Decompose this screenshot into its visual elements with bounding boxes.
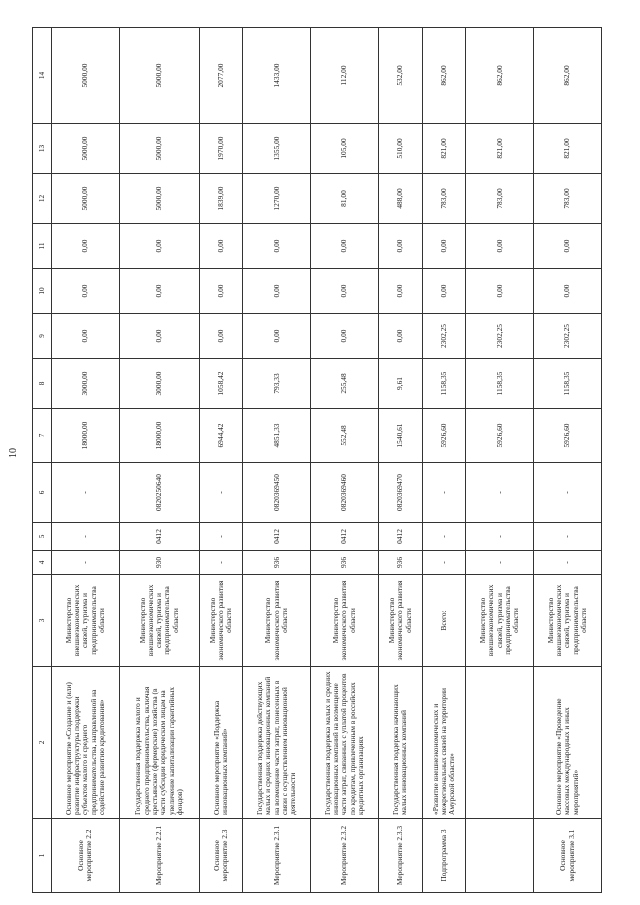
table-cell: 0,00 [243, 269, 311, 314]
table-cell [466, 667, 534, 819]
table-cell: Подпрограмма 3 [422, 819, 466, 893]
table-cell: 936 [243, 551, 311, 575]
table-cell: 0820369470 [379, 463, 423, 523]
table-cell: 18000,00 [119, 409, 199, 463]
table-cell: 5000,00 [52, 28, 120, 124]
table-cell: 4851,33 [243, 409, 311, 463]
column-header: 9 [33, 314, 52, 359]
column-header: 13 [33, 124, 52, 174]
table-cell: 0,00 [52, 269, 120, 314]
table-cell: 0,00 [243, 314, 311, 359]
header-row [33, 28, 52, 893]
table-cell: 1433,00 [243, 28, 311, 124]
table-cell: 5000,00 [52, 124, 120, 174]
table-cell: 1158,35 [466, 359, 534, 409]
table-row [379, 28, 423, 893]
table-cell: 0,00 [52, 314, 120, 359]
table-cell: 0,00 [379, 314, 423, 359]
table-cell: Государственная поддержка малого и среднего предпринимательства, включая крестьянские (фермерские) хозяйства (в части субсидии юридическим лицам на увеличение капитализации гарантийных фондов) [119, 667, 199, 819]
column-header: 6 [33, 463, 52, 523]
table-cell: 552,48 [311, 409, 379, 463]
table-cell: 488,00 [379, 174, 423, 224]
column-header: 1 [33, 819, 52, 893]
table-cell: 0412 [311, 523, 379, 551]
table-cell: 6944,42 [199, 409, 243, 463]
table-cell: 0,00 [311, 224, 379, 269]
table-cell: Министерство внешнеэкономических связей, туризма и предпринимательства области [466, 575, 534, 667]
table-cell: 5926,60 [422, 409, 466, 463]
table-cell: 532,00 [379, 28, 423, 124]
column-header: 11 [33, 224, 52, 269]
table-cell: 0820250640 [119, 463, 199, 523]
table-cell: 5000,00 [52, 174, 120, 224]
table-cell: 0,00 [534, 224, 602, 269]
table-cell: Министерство экономического развития области [379, 575, 423, 667]
table-cell: 1540,61 [379, 409, 423, 463]
table-cell: 0,00 [422, 224, 466, 269]
table-cell: 821,00 [534, 124, 602, 174]
table-cell: - [422, 551, 466, 575]
column-header: 5 [33, 523, 52, 551]
rotated-table-wrapper [32, 28, 602, 893]
table-row [243, 28, 311, 893]
table-cell: - [199, 463, 243, 523]
table-cell: 783,00 [534, 174, 602, 224]
table-cell: 0,00 [466, 269, 534, 314]
table-cell: 0,00 [379, 224, 423, 269]
table-cell: 3000,00 [52, 359, 120, 409]
table-cell: 0,00 [311, 269, 379, 314]
table-cell: Основное мероприятие «Проведение массовых международных и иных мероприятий» [534, 667, 602, 819]
table-cell: 1058,42 [199, 359, 243, 409]
table-cell: - [52, 551, 120, 575]
table-cell: Основное мероприятие 2.3 [199, 819, 243, 893]
table-cell: 936 [311, 551, 379, 575]
table-cell [466, 819, 534, 893]
table-cell: 783,00 [466, 174, 534, 224]
table-cell: Государственная поддержка начинающих малых инновационных компаний [379, 667, 423, 819]
table-cell: 1839,00 [199, 174, 243, 224]
table-cell: 2302,25 [466, 314, 534, 359]
table-cell: 936 [379, 551, 423, 575]
table-cell: 783,00 [422, 174, 466, 224]
table-row [199, 28, 243, 893]
table-cell: 0,00 [422, 269, 466, 314]
table-cell: - [52, 523, 120, 551]
table-row [466, 28, 534, 893]
table-cell: 510,00 [379, 124, 423, 174]
table-cell: 18000,00 [52, 409, 120, 463]
table-cell: 862,00 [534, 28, 602, 124]
column-header: 4 [33, 551, 52, 575]
table-row [422, 28, 466, 893]
table-cell: Государственная поддержка действующих малых и средних инновационных компаний на возмещение части затрат, понесенных в связи с осуществлением инновационной деятельности [243, 667, 311, 819]
table-cell: 0820369450 [243, 463, 311, 523]
column-header: 3 [33, 575, 52, 667]
table-row [311, 28, 379, 893]
table-cell: 821,00 [422, 124, 466, 174]
table-cell: 0,00 [534, 269, 602, 314]
table-cell: Основное мероприятие 3.1 [534, 819, 602, 893]
table-cell: Государственная поддержка малых и средних инновационных компаний на возмещение части затрат, связанных с уплатой процентов по кредитам, привлеченным в российских кредитных организациях [311, 667, 379, 819]
table-cell: 0,00 [199, 224, 243, 269]
table-cell: Мероприятие 2.3.1 [243, 819, 311, 893]
table-cell: 793,33 [243, 359, 311, 409]
table-cell: «Развитие внешнеэкономических и межрегиональных связей на территории Амурской области» [422, 667, 466, 819]
table-cell: 0,00 [243, 224, 311, 269]
table-cell: 0,00 [119, 314, 199, 359]
table-cell: 2077,00 [199, 28, 243, 124]
table-cell: Министерство внешнеэкономических связей, туризма и предпринимательства области [52, 575, 120, 667]
table-cell: 0412 [379, 523, 423, 551]
table-cell: 0,00 [379, 269, 423, 314]
budget-table [32, 27, 602, 893]
table-cell: 5000,00 [119, 124, 199, 174]
column-header: 10 [33, 269, 52, 314]
table-cell: - [534, 463, 602, 523]
table-cell: 0,00 [311, 314, 379, 359]
table-cell: 1970,00 [199, 124, 243, 174]
table-row [534, 28, 602, 893]
table-cell: - [422, 523, 466, 551]
table-cell: 5000,00 [119, 28, 199, 124]
table-cell: 0820369460 [311, 463, 379, 523]
table-cell: 1158,35 [534, 359, 602, 409]
table-cell: 1158,35 [422, 359, 466, 409]
table-cell: 2302,25 [534, 314, 602, 359]
table-body [52, 28, 602, 893]
table-cell: 821,00 [466, 124, 534, 174]
table-cell: - [422, 463, 466, 523]
table-cell: - [199, 551, 243, 575]
table-cell: 0,00 [119, 269, 199, 314]
table-cell: 2302,25 [422, 314, 466, 359]
table-cell: Министерство экономического развития области [199, 575, 243, 667]
column-header: 8 [33, 359, 52, 409]
table-cell: Мероприятие 2.3.3 [379, 819, 423, 893]
table-cell: 0412 [119, 523, 199, 551]
table-cell: 105,00 [311, 124, 379, 174]
table-cell: - [199, 523, 243, 551]
page-number: 10 [8, 448, 19, 458]
table-cell: 930 [119, 551, 199, 575]
table-cell: 862,00 [422, 28, 466, 124]
column-header: 2 [33, 667, 52, 819]
table-cell: 0,00 [466, 224, 534, 269]
table-cell: 255,48 [311, 359, 379, 409]
table-cell: 0,00 [199, 269, 243, 314]
table-cell: - [534, 551, 602, 575]
table-cell: 0,00 [199, 314, 243, 359]
column-header: 7 [33, 409, 52, 463]
table-cell: 0,00 [119, 224, 199, 269]
table-cell: Основное мероприятие 2.2 [52, 819, 120, 893]
table-cell: Мероприятие 2.3.2 [311, 819, 379, 893]
table-cell: Мероприятие 2.2.1 [119, 819, 199, 893]
table-cell: 1355,00 [243, 124, 311, 174]
table-cell: 1270,00 [243, 174, 311, 224]
table-cell: - [534, 523, 602, 551]
table-cell: 81,00 [311, 174, 379, 224]
column-header: 12 [33, 174, 52, 224]
table-cell: 862,00 [466, 28, 534, 124]
table-cell: 5926,60 [466, 409, 534, 463]
table-cell: Министерство внешнеэкономических связей, туризма и предпринимательства области [119, 575, 199, 667]
table-cell: 5926,60 [534, 409, 602, 463]
table-cell: - [466, 551, 534, 575]
column-header: 14 [33, 28, 52, 124]
table-cell: Министерство внешнеэкономических связей, туризма и предпринимательства области [534, 575, 602, 667]
table-cell: Министерство экономического развития области [311, 575, 379, 667]
table-cell: Основное мероприятие «Поддержка инновационных компаний» [199, 667, 243, 819]
table-cell: Министерство экономического развития области [243, 575, 311, 667]
table-cell: - [52, 463, 120, 523]
table-cell: Основное мероприятие «Создание и (или) развитие инфраструктуры поддержки субъектов малого и среднего предпринимательства, направленной на содействие развитию кредитования» [52, 667, 120, 819]
table-cell: 0,00 [52, 224, 120, 269]
table-row [119, 28, 199, 893]
table-cell: - [466, 463, 534, 523]
table-row [52, 28, 120, 893]
table-cell: 3000,00 [119, 359, 199, 409]
table-cell: 5000,00 [119, 174, 199, 224]
table-cell: 112,00 [311, 28, 379, 124]
table-cell: 0412 [243, 523, 311, 551]
table-cell: - [466, 523, 534, 551]
table-cell: Всего: [422, 575, 466, 667]
table-cell: 9,61 [379, 359, 423, 409]
